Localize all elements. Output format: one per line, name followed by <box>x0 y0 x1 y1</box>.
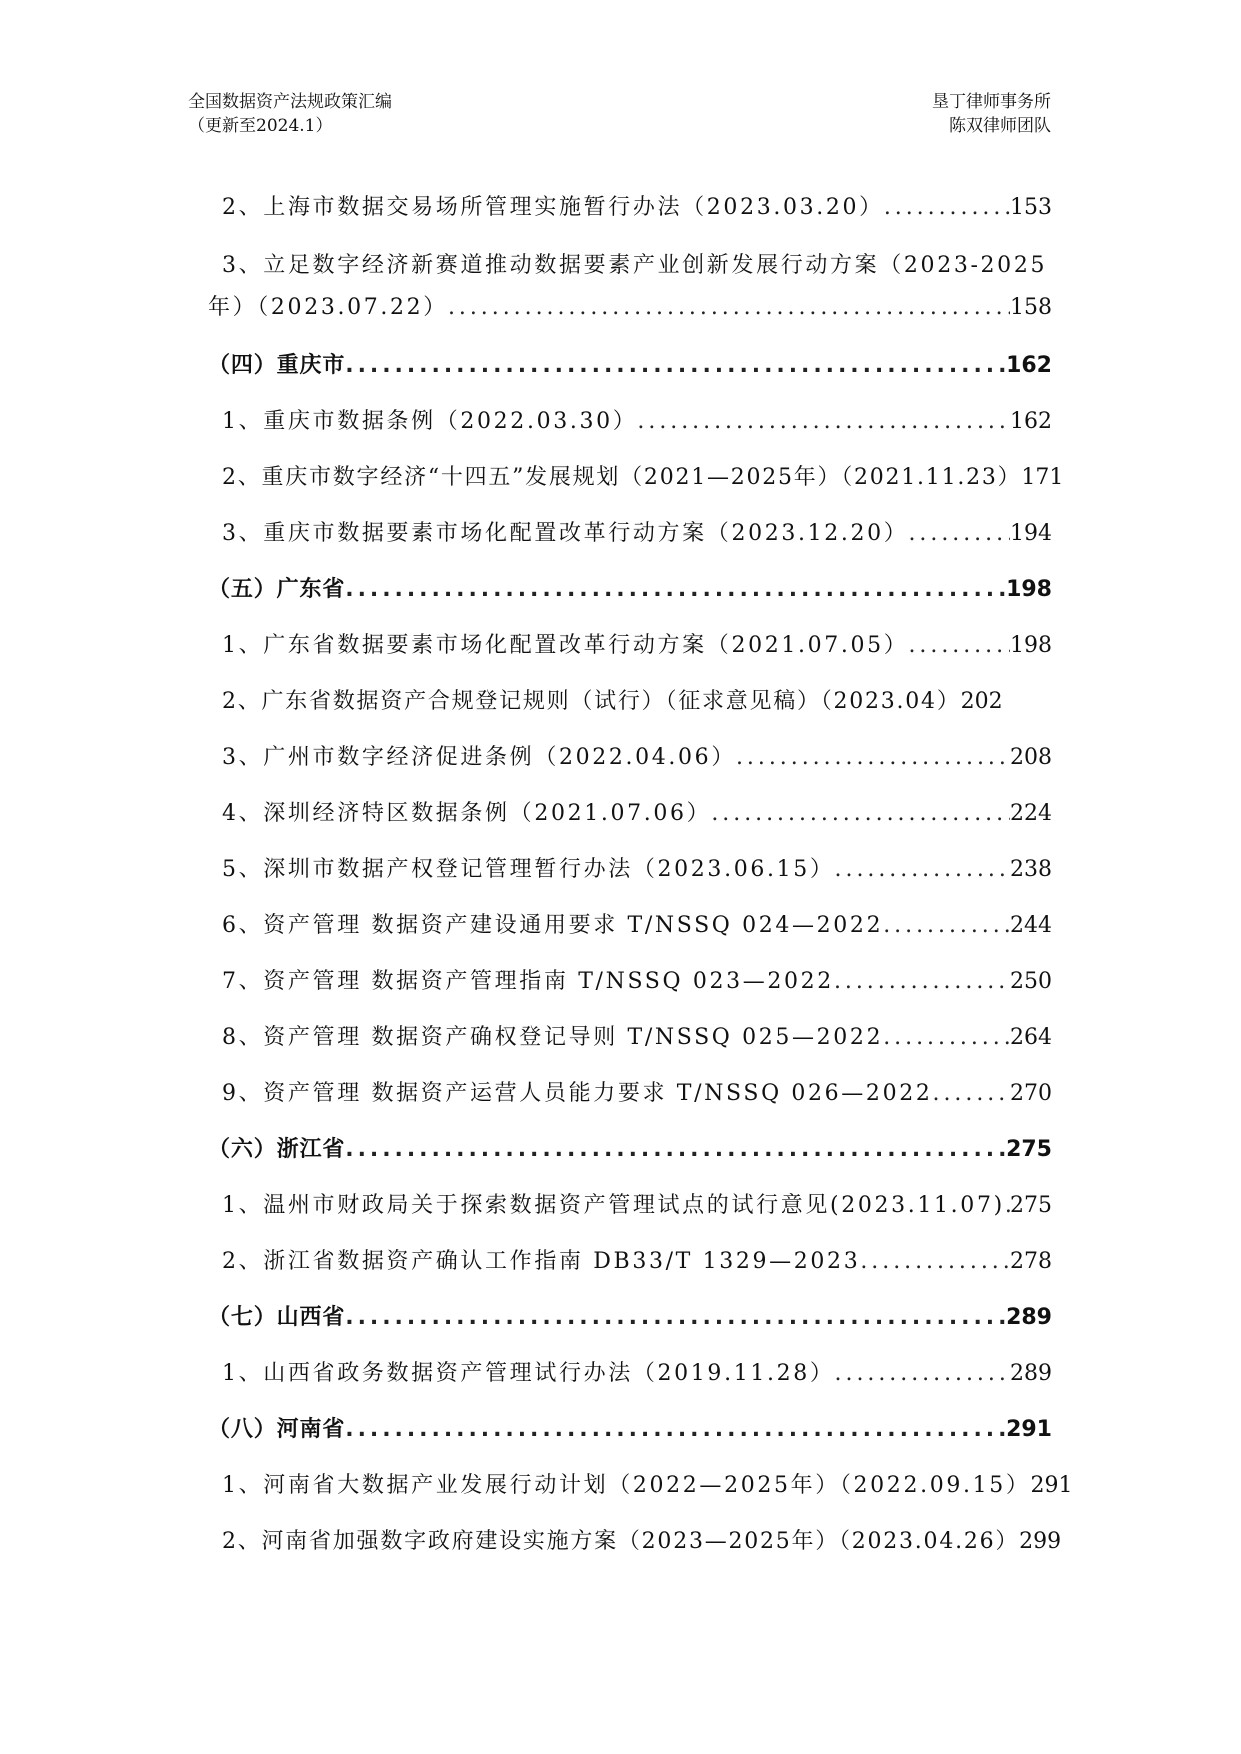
toc-entry-title: 1、河南省大数据产业发展行动计划（2022—2025年）（2022.09.15） <box>222 1473 1031 1498</box>
toc-entry-title: 4、深圳经济特区数据条例（2021.07.06） <box>222 801 712 826</box>
toc-page-number: 198 <box>1010 633 1052 658</box>
toc-page-number: 275 <box>1010 1193 1052 1218</box>
toc-leader-dots <box>883 906 1010 946</box>
toc-entry-title: 1、重庆市数据条例（2022.03.30） <box>222 409 638 434</box>
toc-entry[interactable] <box>222 906 1052 962</box>
toc-entry-title: 9、资产管理 数据资产运营人员能力要求 T/NSSQ 026—2022 <box>222 1081 933 1106</box>
toc-entry[interactable] <box>222 1522 1062 1578</box>
toc-page-number: 299 <box>1019 1529 1062 1554</box>
toc-section[interactable] <box>208 346 1052 402</box>
toc-entry-title: 2、重庆市数字经济“十四五”发展规划（2021—2025年）（2021.11.23） <box>222 465 1022 490</box>
toc-entry-title: 2、上海市数据交易场所管理实施暂行办法（2023.03.20） <box>222 195 884 220</box>
toc-entry-title: （五）广东省 <box>208 577 346 602</box>
toc-page-number: 289 <box>1010 1361 1052 1386</box>
toc-page-number: 289 <box>1006 1305 1052 1330</box>
header-right <box>932 90 1051 138</box>
toc-entry[interactable] <box>222 1242 1052 1298</box>
toc-leader-dots <box>711 794 1010 834</box>
toc-entry[interactable] <box>222 402 1052 458</box>
toc-leader-dots <box>448 288 1010 328</box>
toc-entry[interactable] <box>222 1018 1052 1074</box>
toc-section[interactable] <box>208 1298 1052 1354</box>
toc-leader-dots <box>884 188 1010 228</box>
toc-page-number: 153 <box>1010 195 1052 220</box>
toc-leader-dots <box>345 1410 1006 1450</box>
toc-page-number: 238 <box>1010 857 1052 882</box>
toc-entry-title: 3、重庆市数据要素市场化配置改革行动方案（2023.12.20） <box>222 521 909 546</box>
toc-page-number: 264 <box>1010 1025 1052 1050</box>
toc-page-number: 208 <box>1010 745 1052 770</box>
toc-entry-title: 1、山西省政务数据资产管理试行办法（2019.11.28） <box>222 1361 835 1386</box>
toc-page-number: 278 <box>1010 1249 1052 1274</box>
toc-entry-title: （八）河南省 <box>208 1417 346 1442</box>
toc-entry[interactable] <box>222 1354 1052 1410</box>
toc-section[interactable] <box>208 570 1052 626</box>
toc-page-number: 171 <box>1021 465 1064 490</box>
toc-leader-dots <box>637 402 1010 442</box>
toc-leader-dots <box>736 738 1010 778</box>
toc-section[interactable] <box>208 1410 1052 1466</box>
toc-page-number: 270 <box>1010 1081 1052 1106</box>
toc-leader-dots <box>883 1018 1010 1058</box>
toc-page-number: 291 <box>1006 1417 1052 1442</box>
toc-leader-dots <box>345 346 1006 386</box>
toc-page-number: 194 <box>1010 521 1052 546</box>
firm-name: 垦丁律师事务所 <box>932 92 1051 112</box>
toc-entry-title-line1: 3、立足数字经济新赛道推动数据要素产业创新发展行动方案（2023-2025 <box>222 253 1048 278</box>
toc-entry-title: 5、深圳市数据产权登记管理暂行办法（2023.06.15） <box>222 857 835 882</box>
toc-entry-title: （七）山西省 <box>208 1305 346 1330</box>
toc-entry-title: 年）（2023.07.22） <box>208 295 448 320</box>
toc-entry[interactable] <box>222 626 1052 682</box>
table-of-contents <box>208 188 1073 1578</box>
toc-page-number: 162 <box>1006 353 1052 378</box>
toc-entry-title: （四）重庆市 <box>208 353 346 378</box>
doc-title: 全国数据资产法规政策汇编 <box>188 92 392 112</box>
toc-entry[interactable] <box>222 1466 1073 1522</box>
toc-leader-dots <box>908 514 1010 554</box>
toc-entry[interactable] <box>208 244 1052 346</box>
header-left <box>188 90 392 138</box>
toc-entry[interactable] <box>222 682 1052 738</box>
toc-page-number: 202 <box>960 689 1003 714</box>
toc-entry-title: 1、广东省数据要素市场化配置改革行动方案（2021.07.05） <box>222 633 909 658</box>
toc-entry-title: 2、河南省加强数字政府建设实施方案（2023—2025年）（2023.04.26） <box>222 1529 1020 1554</box>
toc-leader-dots <box>834 962 1010 1002</box>
toc-section[interactable] <box>208 1130 1052 1186</box>
toc-page-number: 291 <box>1030 1473 1073 1498</box>
toc-leader-dots <box>345 570 1006 610</box>
toc-leader-dots <box>835 1354 1010 1394</box>
toc-page-number: 224 <box>1010 801 1052 826</box>
toc-entry[interactable] <box>222 188 1052 244</box>
team-name: 陈双律师团队 <box>949 116 1051 136</box>
toc-entry[interactable] <box>222 738 1052 794</box>
toc-entry-title: 7、资产管理 数据资产管理指南 T/NSSQ 023—2022 <box>222 969 834 994</box>
toc-page-number: 158 <box>1010 295 1052 320</box>
toc-leader-dots <box>933 1074 1011 1114</box>
toc-entry[interactable] <box>222 962 1052 1018</box>
toc-leader-dots <box>345 1130 1006 1170</box>
toc-page-number: 250 <box>1010 969 1052 994</box>
toc-entry-title: 3、广州市数字经济促进条例（2022.04.06） <box>222 745 736 770</box>
toc-leader-dots <box>835 850 1010 890</box>
toc-page-number: 162 <box>1010 409 1052 434</box>
toc-entry-title: （六）浙江省 <box>208 1137 346 1162</box>
toc-leader-dots <box>345 1298 1006 1338</box>
doc-update-note: （更新至2024.1） <box>188 116 333 136</box>
toc-entry[interactable] <box>222 514 1052 570</box>
toc-page-number: 275 <box>1006 1137 1052 1162</box>
toc-page-number: 244 <box>1010 913 1052 938</box>
toc-leader-dots <box>908 626 1010 666</box>
toc-leader-dots <box>860 1242 1010 1282</box>
toc-entry[interactable] <box>222 850 1052 906</box>
toc-entry[interactable] <box>222 794 1052 850</box>
toc-entry-title: 2、浙江省数据资产确认工作指南 DB33/T 1329—2023 <box>222 1249 861 1274</box>
toc-entry[interactable] <box>222 1186 1052 1242</box>
toc-entry-title: 2、广东省数据资产合规登记规则（试行）（征求意见稿）（2023.04） <box>222 689 961 714</box>
toc-entry[interactable] <box>222 458 1064 514</box>
toc-page-number: 198 <box>1006 577 1052 602</box>
toc-entry-title: 6、资产管理 数据资产建设通用要求 T/NSSQ 024—2022 <box>222 913 884 938</box>
toc-entry-title: 1、温州市财政局关于探索数据资产管理试点的试行意见(2023.11.07) <box>222 1193 1005 1218</box>
toc-entry[interactable] <box>222 1074 1052 1130</box>
toc-entry-title: 8、资产管理 数据资产确权登记导则 T/NSSQ 025—2022 <box>222 1025 884 1050</box>
